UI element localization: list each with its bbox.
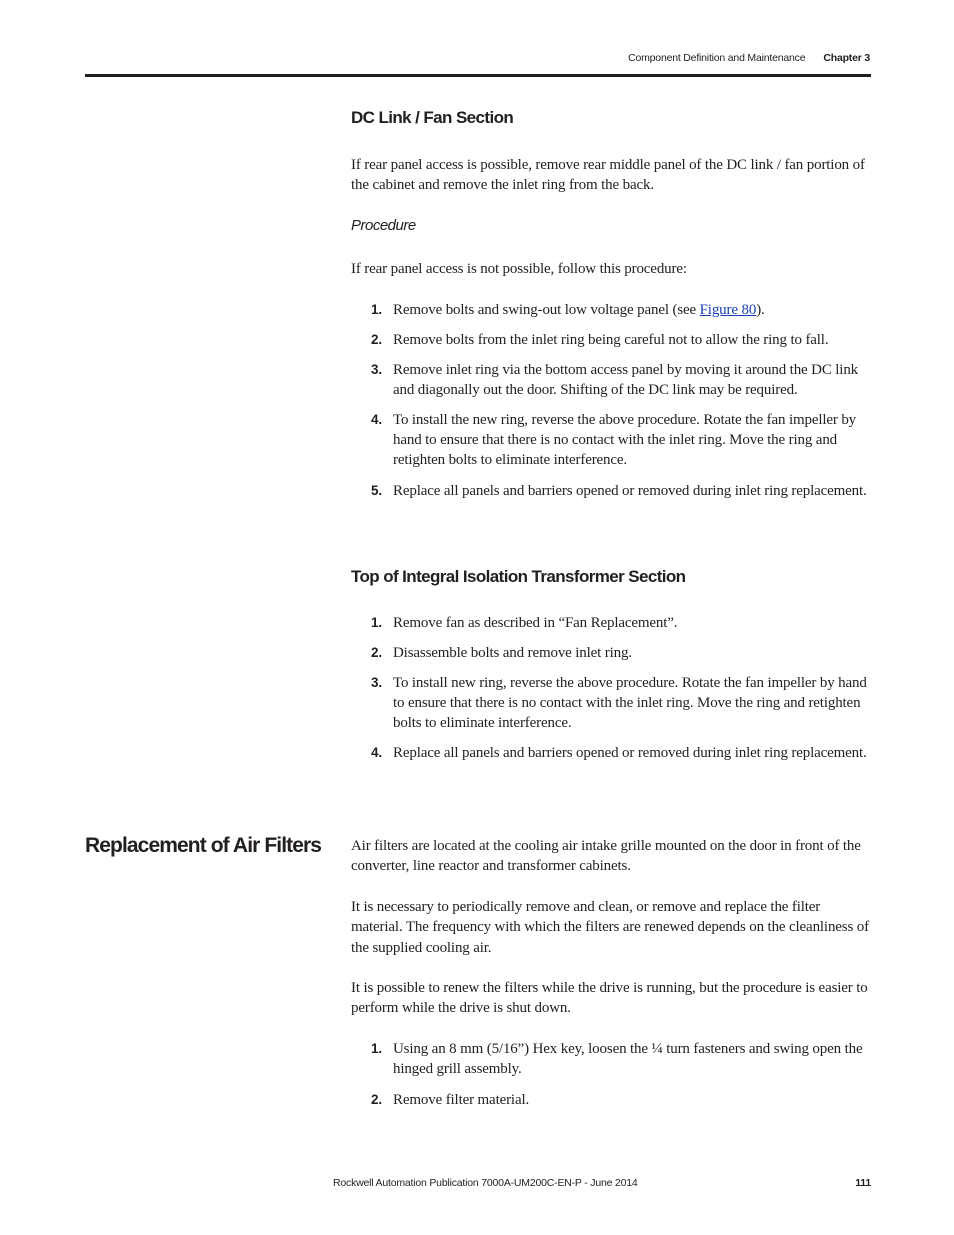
step-number: 5. [371, 483, 382, 499]
list-item [371, 360, 873, 401]
header-rule [85, 74, 871, 77]
step-number: 1. [371, 1041, 382, 1056]
step-text: Remove inlet ring via the bottom access panel by moving it around the DC link and diagonally out the door. Shifting of the DC link may be required. [393, 361, 859, 398]
transformer-heading: Top of Integral Isolation Transformer Section [351, 567, 686, 586]
step-text: Replace all panels and barriers opened or removed during inlet ring replacement. [393, 744, 867, 761]
step-number: 1. [371, 302, 382, 317]
air-filters-paragraph-1: Air filters are located at the cooling air intake grille mounted on the door in front of the converter, line reactor and transformer cabinets. [351, 838, 861, 875]
list-item [371, 743, 873, 763]
step-number: 3. [371, 361, 382, 377]
procedure-label: Procedure [351, 217, 416, 234]
list-item [371, 1090, 873, 1110]
step-text: To install the new ring, reverse the above procedure. Rotate the fan impeller by hand to ensure that there is no contact with the inlet ring. Move the ring and retighten bolts to eliminate interference. [393, 411, 857, 469]
list-item [371, 1039, 873, 1080]
air-filters-steps [371, 1039, 873, 1110]
air-filters-heading: Replacement of Air Filters [85, 834, 322, 857]
transformer-steps [371, 613, 873, 763]
list-item [371, 330, 873, 350]
list-item [371, 410, 873, 471]
dc-link-intro: If rear panel access is possible, remove rear middle panel of the DC link / fan portion of the cabinet and remove the inlet ring from the back. [351, 157, 865, 194]
header-chapter: Chapter 3 [823, 52, 870, 64]
publication-info: Rockwell Automation Publication 7000A-UM200C-EN-P - June 2014 [333, 1177, 638, 1189]
dc-link-heading: DC Link / Fan Section [351, 108, 514, 127]
running-header [628, 52, 870, 64]
step-text: To install new ring, reverse the above procedure. Rotate the fan impeller by hand to ensure that there is no contact with the inlet ring. Move the ring and retighten bolts to eliminate interference. [393, 674, 867, 732]
list-item [371, 673, 873, 734]
step-number: 2. [371, 1092, 382, 1108]
step-text: Disassemble bolts and remove inlet ring. [393, 644, 632, 661]
step-number: 4. [371, 411, 382, 427]
figure-80-link[interactable]: Figure 80 [699, 302, 757, 318]
step-number: 2. [371, 331, 382, 347]
step-text: Remove bolts from the inlet ring being careful not to allow the ring to fall. [393, 331, 829, 348]
dc-link-steps [371, 300, 873, 503]
list-item [371, 613, 873, 633]
step-text: Remove filter material. [393, 1092, 530, 1109]
step-text-start: Remove bolts and swing-out low voltage panel (see [393, 302, 700, 318]
dc-link-lead: If rear panel access is not possible, follow this procedure: [351, 261, 687, 277]
page-number: 111 [855, 1177, 871, 1189]
step-number: 4. [371, 744, 382, 760]
air-filters-paragraph-2: It is necessary to periodically remove and clean, or remove and replace the filter material. The frequency with which the filters are renewed depends on the cleanliness of the supplied cooling air. [351, 899, 869, 956]
step-text: Remove fan as described in “Fan Replacement”. [393, 615, 678, 631]
header-section-title: Component Definition and Maintenance [628, 52, 806, 64]
air-filters-paragraph-3: It is possible to renew the filters while the drive is running, but the procedure is easier to perform while the drive is shut down. [351, 980, 868, 1017]
list-item [371, 300, 873, 320]
step-text: Using an 8 mm (5/16”) Hex key, loosen the ¼ turn fasteners and swing open the hinged grill assembly. [393, 1041, 863, 1078]
step-text-end: ). [756, 302, 765, 318]
step-number: 1. [371, 615, 382, 630]
list-item [371, 643, 873, 663]
step-number: 2. [371, 644, 382, 660]
list-item [371, 480, 873, 503]
step-text: Replace all panels and barriers opened or removed during inlet ring replacement. [393, 483, 867, 500]
step-number: 3. [371, 674, 382, 690]
